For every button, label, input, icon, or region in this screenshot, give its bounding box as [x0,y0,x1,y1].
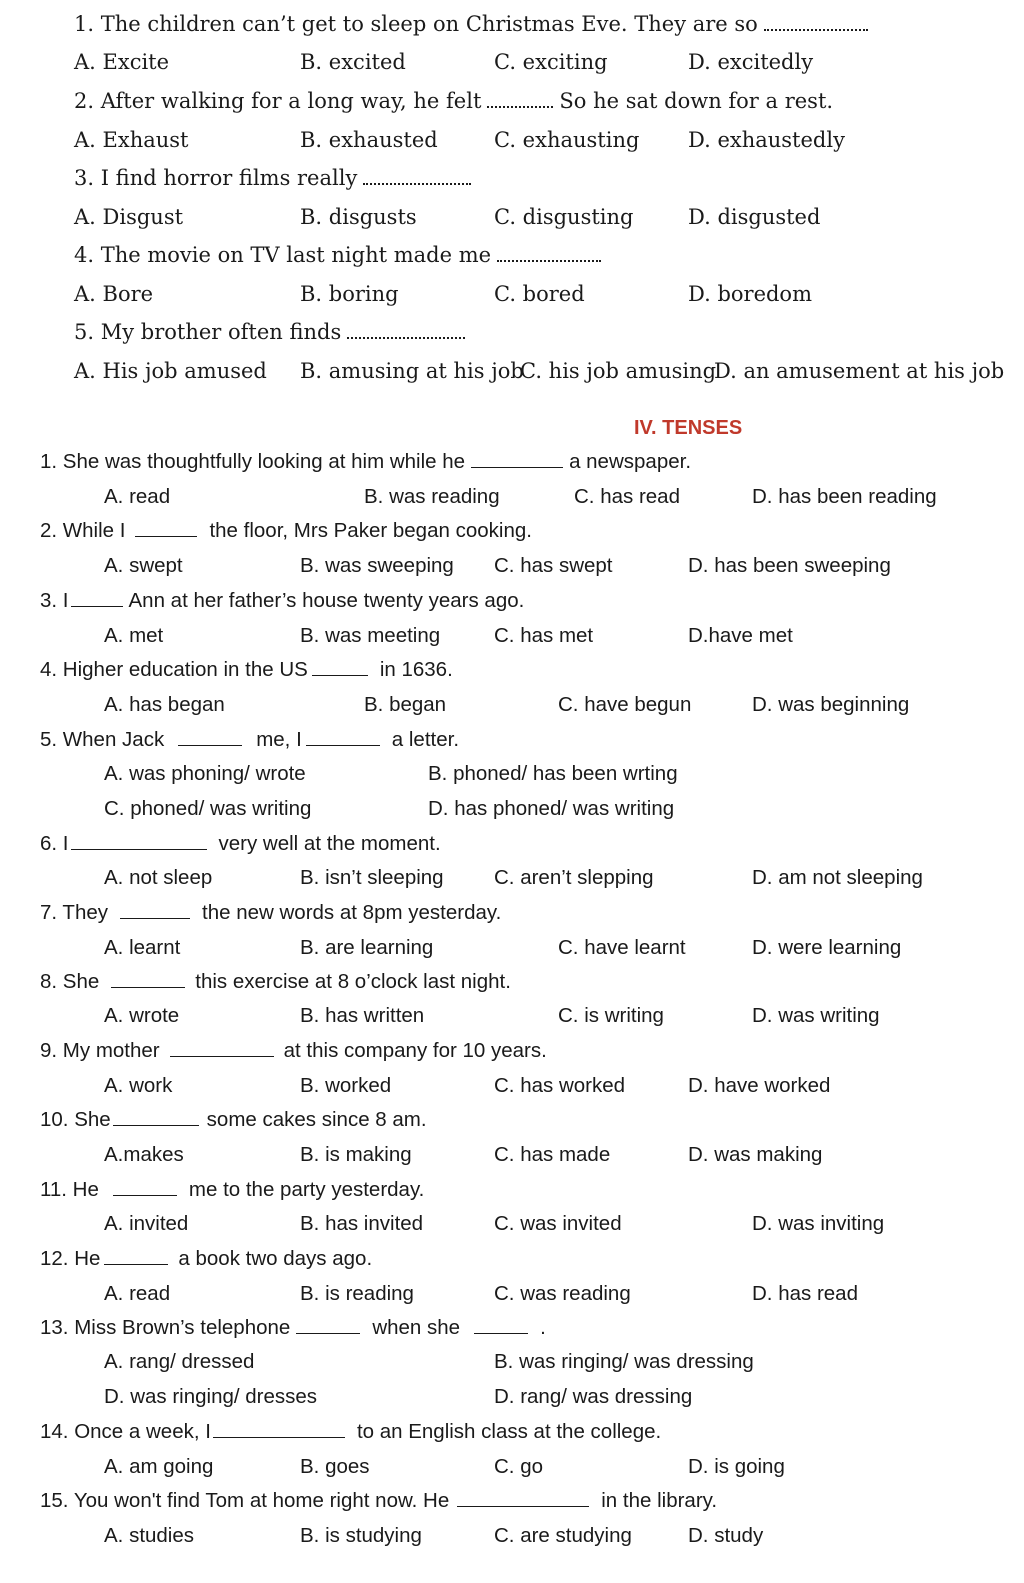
option-c[interactable]: C. exhausting [494,128,640,152]
option-b[interactable]: B. was meeting [300,624,441,647]
option-b[interactable]: B. is reading [300,1282,414,1305]
option-c[interactable]: C. have begun [558,693,692,716]
option-d[interactable]: D. am not sleeping [752,866,923,889]
option-a[interactable]: A. met [104,624,164,647]
option-a[interactable]: A. Exhaust [74,128,189,152]
option-d[interactable]: D. rang/ was dressing [494,1385,693,1408]
question-stem: 4. The movie on TV last night made me [74,245,601,266]
option-c[interactable]: C. has read [574,485,680,508]
option-b[interactable]: B. is studying [300,1524,422,1547]
option-b[interactable]: B. disgusts [300,205,417,229]
answer-blank[interactable] [312,674,368,676]
option-a[interactable]: A. studies [104,1524,195,1547]
option-c[interactable]: C. have learnt [558,936,686,959]
answer-blank[interactable] [363,182,471,185]
option-a[interactable]: A. read [104,1282,171,1305]
answer-blank[interactable] [178,744,242,746]
answer-blank[interactable] [764,28,868,31]
option-a[interactable]: A. was phoning/ wrote [104,762,306,785]
answer-blank[interactable] [170,1055,274,1057]
option-b[interactable]: B. excited [300,50,406,74]
option-d[interactable]: D. an amusement at his job [714,359,1005,383]
option-b[interactable]: B. has invited [300,1212,424,1235]
section-heading: IV. TENSES [634,417,743,439]
option-b[interactable]: B. was sweeping [300,554,454,577]
question-stem: 4. Higher education in the US in 1636. [40,658,453,681]
option-a[interactable]: A. His job amused [74,359,267,383]
option-d[interactable]: D. is going [688,1455,785,1478]
option-b[interactable]: B. phoned/ has been wrting [428,762,678,785]
option-c[interactable]: C. exciting [494,50,608,74]
question-stem: 2. While I the floor, Mrs Paker began cooking. [40,519,532,542]
option-a[interactable]: A. work [104,1074,173,1097]
question-stem: 14. Once a week, I to an English class at the college. [40,1420,662,1443]
option-a[interactable]: A. am going [104,1455,214,1478]
option-b[interactable]: B. has written [300,1004,425,1027]
question-stem: 5. My brother often finds [74,322,465,343]
option-d[interactable]: D. has phoned/ was writing [428,797,675,820]
option-a[interactable]: A. read [104,485,171,508]
option-c[interactable]: C. has worked [494,1074,626,1097]
option-c[interactable]: C. aren’t slepping [494,866,654,889]
option-a[interactable]: A. has began [104,693,225,716]
option-b[interactable]: B. are learning [300,936,434,959]
option-c[interactable]: C. go [494,1455,543,1478]
answer-blank[interactable] [113,1194,177,1196]
option-d[interactable]: D. were learning [752,936,902,959]
answer-blank[interactable] [457,1505,589,1507]
question-stem: 10. She some cakes since 8 am. [40,1108,427,1131]
option-d[interactable]: D. has been reading [752,485,937,508]
option-a[interactable]: A. Bore [74,282,154,306]
option-a[interactable]: A. invited [104,1212,189,1235]
option-a[interactable]: A. Disgust [74,205,184,229]
option-b[interactable]: B. began [364,693,447,716]
question-stem: 15. You won't find Tom at home right now. He in the library. [40,1489,718,1512]
question-stem: 1. The children can’t get to sleep on Christmas Eve. They are so [74,14,868,35]
question-stem: 1. She was thoughtfully looking at him while he a newspaper. [40,450,692,473]
option-c[interactable]: C. has swept [494,554,613,577]
option-b[interactable]: B. isn’t sleeping [300,866,444,889]
option-b[interactable]: B. is making [300,1143,412,1166]
answer-blank[interactable] [306,744,380,746]
option-b[interactable]: B. exhausted [300,128,438,152]
option-d[interactable]: D. exhaustedly [688,128,845,152]
answer-blank[interactable] [71,605,123,607]
answer-blank[interactable] [296,1332,360,1334]
option-d[interactable]: D. was making [688,1143,823,1166]
option-d[interactable]: D. has read [752,1282,858,1305]
option-a[interactable]: A. not sleep [104,866,213,889]
option-a[interactable]: A.makes [104,1143,184,1166]
option-d[interactable]: D. study [688,1524,764,1547]
answer-blank[interactable] [104,1263,168,1265]
option-b[interactable]: B. boring [300,282,399,306]
option-c[interactable]: C. are studying [494,1524,632,1547]
option-a[interactable]: A. Excite [74,50,170,74]
option-d[interactable]: D. was inviting [752,1212,885,1235]
option-c[interactable]: C. bored [494,282,585,306]
option-c[interactable]: C. is writing [558,1004,664,1027]
option-c[interactable]: C. his job amusing [520,359,717,383]
option-b[interactable]: B. was reading [364,485,500,508]
question-stem: 7. They the new words at 8pm yesterday. [40,901,502,924]
question-stem: 9. My mother at this company for 10 years. [40,1039,547,1062]
answer-blank[interactable] [471,466,563,468]
option-d[interactable]: D. has been sweeping [688,554,891,577]
answer-blank[interactable] [487,105,553,108]
answer-blank[interactable] [213,1436,345,1438]
answer-blank[interactable] [497,259,601,262]
option-c[interactable]: C. disgusting [494,205,634,229]
answer-blank[interactable] [474,1332,528,1334]
question-stem: 2. After walking for a long way, he felt So he sat down for a rest. [74,89,834,113]
option-c[interactable]: C. was reading [494,1282,631,1305]
option-d[interactable]: D. disgusted [688,205,821,229]
option-d[interactable]: D. have worked [688,1074,831,1097]
option-b[interactable]: B. was ringing/ was dressing [494,1350,754,1373]
question-stem: 8. She this exercise at 8 o’clock last night. [40,970,511,993]
option-d[interactable]: D. excitedly [688,50,814,74]
answer-blank[interactable] [113,1124,199,1126]
question-stem: 3. I find horror films really [74,168,471,189]
question-stem: 11. He me to the party yesterday. [40,1178,425,1201]
option-b[interactable]: B. goes [300,1455,370,1478]
answer-blank[interactable] [71,848,207,850]
answer-blank[interactable] [135,535,197,537]
option-b[interactable]: B. amusing at his job [300,359,524,383]
question-stem: 5. When Jack me, I a letter. [40,728,460,751]
question-stem: 6. I very well at the moment. [40,832,441,855]
option-c[interactable]: C. phoned/ was writing [104,797,312,820]
answer-blank[interactable] [347,336,465,339]
option-a[interactable]: A. rang/ dressed [104,1350,255,1373]
option-d[interactable]: D.have met [688,624,793,647]
option-c[interactable]: C. has met [494,624,594,647]
question-stem: 13. Miss Brown’s telephone when she . [40,1316,546,1339]
option-a[interactable]: A. swept [104,554,183,577]
option-b[interactable]: B. worked [300,1074,392,1097]
option-c[interactable]: C. has made [494,1143,611,1166]
question-stem: 12. He a book two days ago. [40,1247,373,1270]
answer-blank[interactable] [120,917,190,919]
option-c[interactable]: C. was invited [494,1212,622,1235]
question-stem: 3. I Ann at her father’s house twenty years ago. [40,589,525,612]
answer-blank[interactable] [111,986,185,988]
option-d[interactable]: D. was writing [752,1004,880,1027]
option-d[interactable]: D. boredom [688,282,812,306]
option-a[interactable]: A. learnt [104,936,181,959]
option-d[interactable]: D. was ringing/ dresses [104,1385,318,1408]
option-d[interactable]: D. was beginning [752,693,910,716]
option-a[interactable]: A. wrote [104,1004,180,1027]
